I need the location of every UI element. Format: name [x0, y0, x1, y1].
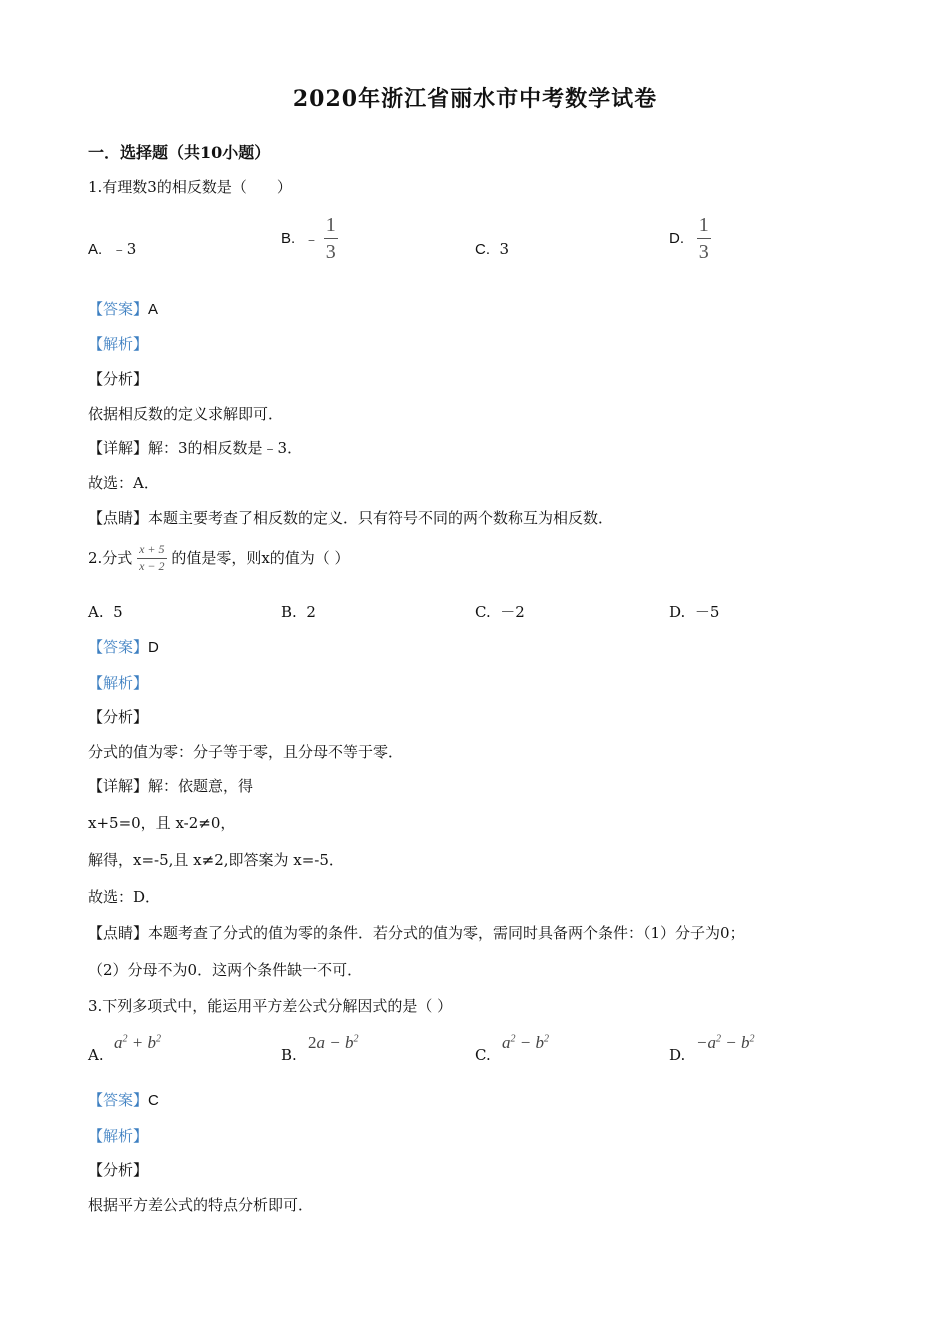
q1-analysis-tag: 【解析】 [88, 335, 149, 353]
q2-choose: 故选：D． [88, 888, 161, 906]
q2-equation-2: 解得，x=-5,且 x≠2,即答案为 x=-5． [88, 851, 344, 869]
q1-fenxi-text: 依据相反数的定义求解即可． [88, 405, 284, 423]
q3-option-c-expr: $a^2 - b^2$ [502, 1033, 549, 1052]
q1-option-d-fraction: $\frac{1}{3}$ [698, 214, 709, 263]
q2-comment-line-2: （2）分母不为0．这两个条件缺一不可． [88, 961, 363, 979]
q3-option-b-label: B. [281, 1046, 297, 1064]
page-title: 2020年浙江省丽水市中考数学试卷 [292, 86, 658, 112]
q1-option-b-fraction: $\frac{1}{3}$ [325, 214, 336, 263]
q3-answer: 【答案】C [88, 1091, 159, 1109]
q3-option-d-expr: $-a^2 - b^2$ [696, 1033, 755, 1052]
q1-option-b: B. ﹣ $\frac{1}{3}$ [281, 214, 336, 263]
q2-fraction: $\frac{x + 5}{x - 2}$ [139, 542, 165, 573]
q3-option-c-label: C. [475, 1046, 491, 1064]
q2-fenxi-tag: 【分析】 [88, 708, 149, 726]
q3-option-a-expr: $a^2 + b^2$ [114, 1033, 161, 1052]
q2-stem: 2.分式 $\frac{x + 5}{x - 2}$ 的值是零，则x的值为（ ） [88, 542, 350, 573]
q1-option-a: A. ﹣3 [88, 240, 137, 258]
q2-analysis-tag: 【解析】 [88, 674, 149, 692]
q3-stem: 3.下列多项式中，能运用平方差公式分解因式的是（ ） [88, 997, 453, 1015]
q2-answer: 【答案】D [88, 638, 159, 656]
q1-fenxi-tag: 【分析】 [88, 370, 149, 388]
q2-detail: 【详解】解：依题意，得 [88, 777, 254, 795]
q2-comment-line-1: 【点睛】本题考查了分式的值为零的条件．若分式的值为零，需同时具备两个条件：（1）分子为0； [88, 924, 745, 942]
q1-choose: 故选：A． [88, 474, 159, 492]
q2-equation-1: x+5=0，且 x-2≠0， [88, 814, 236, 832]
q3-fenxi-text: 根据平方差公式的特点分析即可． [88, 1196, 314, 1214]
q1-comment: 【点睛】本题主要考查了相反数的定义．只有符号不同的两个数称互为相反数． [88, 509, 614, 527]
q3-option-b-expr: $2a - b^2$ [308, 1033, 359, 1052]
q2-option-b: B. 2 [281, 603, 316, 621]
q2-option-c: C. －2 [475, 603, 525, 621]
q3-option-a-label: A. [88, 1046, 104, 1064]
q3-analysis-tag: 【解析】 [88, 1127, 149, 1145]
q3-fenxi-tag: 【分析】 [88, 1161, 149, 1179]
q2-option-d: D. －5 [669, 603, 720, 621]
q1-answer: 【答案】A [88, 300, 159, 318]
section-heading: 一．选择题（共10小题） [88, 143, 271, 162]
q2-fenxi-text: 分式的值为零：分子等于零，且分母不等于零． [88, 743, 404, 761]
q1-option-c: C. 3 [475, 240, 510, 258]
q1-detail: 【详解】解：3的相反数是﹣3． [88, 439, 303, 457]
q1-stem: 1.有理数3的相反数是（ ） [88, 178, 292, 196]
q2-option-a: A. 5 [88, 603, 123, 621]
q1-option-d: D. $\frac{1}{3}$ [669, 214, 709, 263]
q3-option-d-label: D. [669, 1046, 686, 1064]
